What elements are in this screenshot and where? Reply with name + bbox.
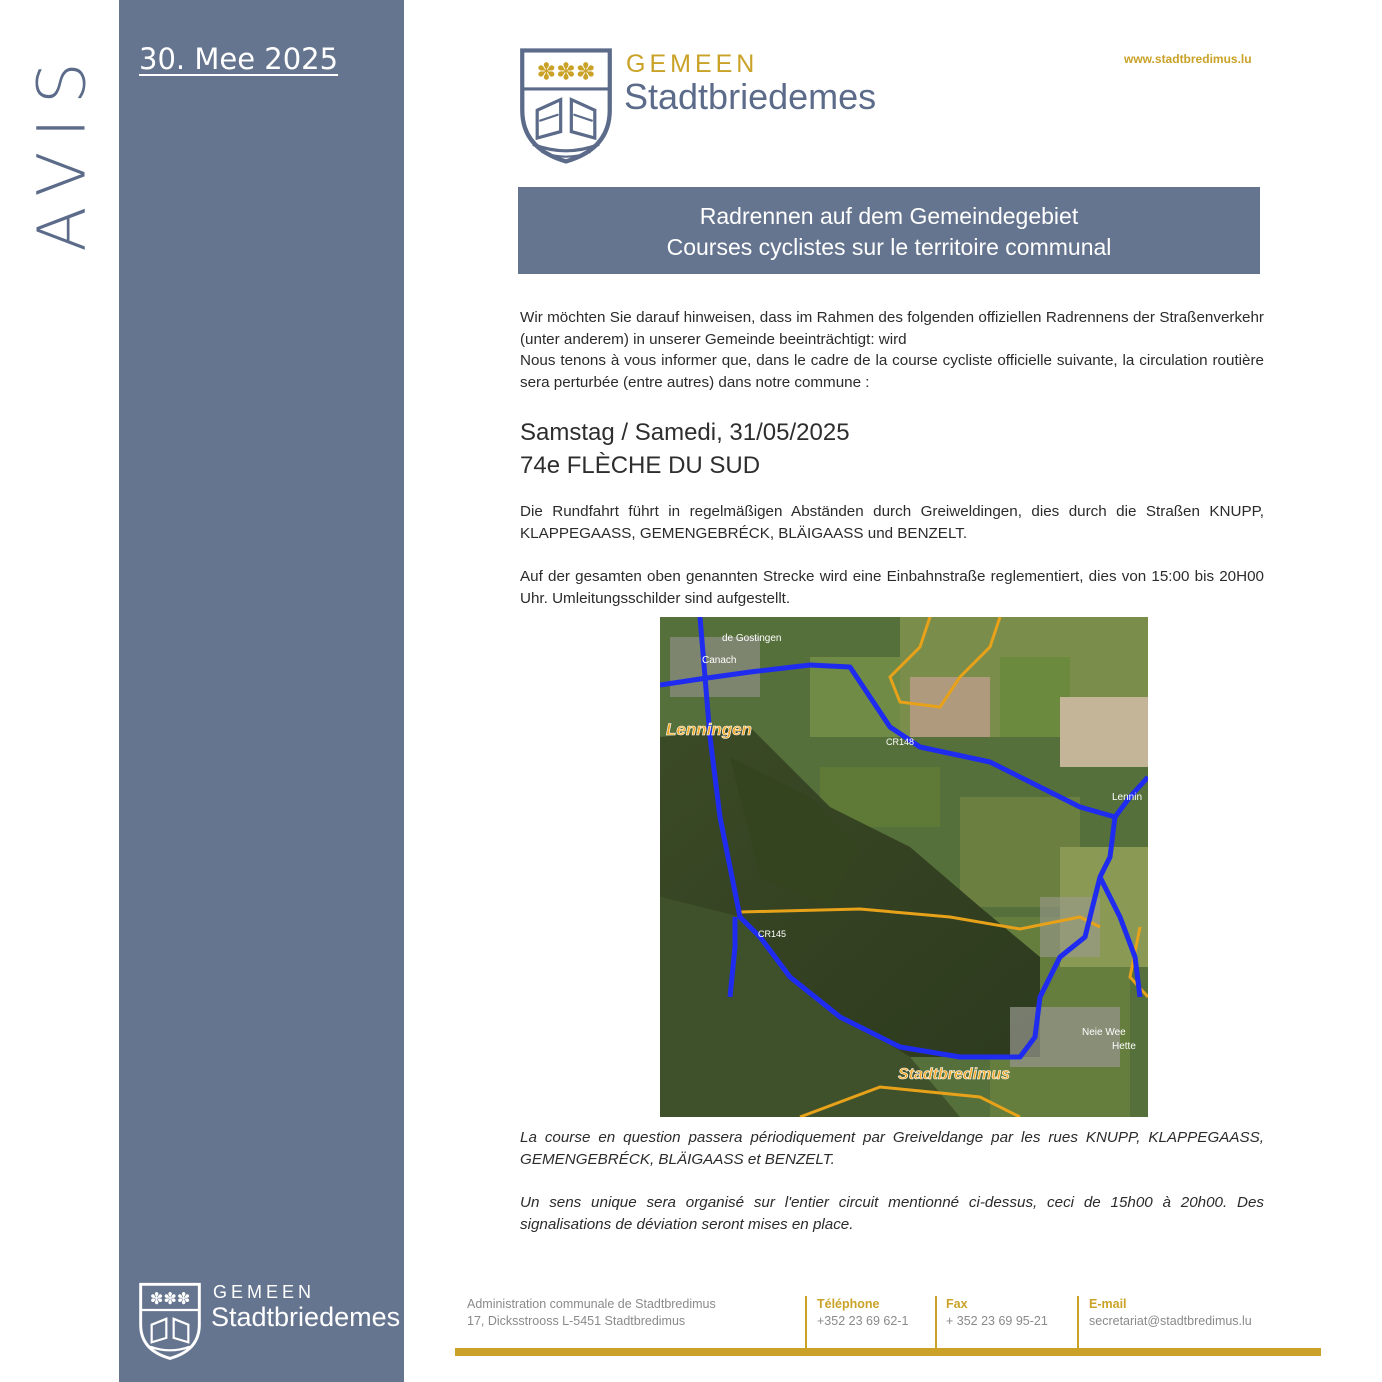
map-label-lennin: Lennin [1112,792,1143,803]
map-label-neie-wee: Neie Wee [1082,1027,1126,1038]
sidebar-logo-gemeen: GEMEEN [213,1282,316,1302]
footer-divider [805,1296,807,1354]
map-label-cr-b: CR145 [758,929,787,939]
footer-fax-label: Fax [946,1297,968,1311]
intro-de: Wir möchten Sie darauf hinweisen, dass im Rahmen des folgenden offiziellen Radrennens der Straßenverkehr (unter anderem) in unserer Gemeinde beeinträchtigt: wird [520,309,1264,348]
logo-gemeen: GEMEEN [626,50,759,78]
route-description-de: Die Rundfahrt führt in regelmäßigen Abständen durch Greiweldingen, dies durch die Straßen KNUPP, KLAPPEGAASS, GEMENGEBRÉCK, BLÄIGAASS und BENZELT. [520,503,1264,542]
coat-of-arms-icon [137,1280,203,1362]
footer-phone-label: Téléphone [817,1297,880,1311]
footer-gold-bar [455,1348,1321,1356]
sidebar-logo [137,1280,407,1362]
footer-email-label: E-mail [1089,1297,1127,1311]
event-block [520,416,850,482]
footer-email [1089,1296,1319,1354]
footer [455,1296,1321,1356]
svg-text:✽✽✽: ✽✽✽ [149,1289,191,1309]
map-label-lenningen: Lenningen [666,720,752,739]
footer-address [467,1296,807,1354]
oneway-description-fr: Un sens unique sera organisé sur l'entier circuit mentionné ci-dessus, ceci de 15h00 à 20h00. Des signalisations de déviation seront mises en place. [520,1194,1264,1233]
svg-text:✽✽✽: ✽✽✽ [536,57,596,86]
intro-paragraph [520,307,1264,393]
map-label-canach: Canach [702,655,737,666]
sidebar-logo-town: Stadtbriedemes [211,1302,401,1332]
footer-admin-name: Administration communale de Stadtbredimus [467,1297,716,1311]
event-date: Samstag / Samedi, 31/05/2025 [520,419,850,446]
event-name: 74e FLÈCHE DU SUD [520,452,761,479]
footer-phone [817,1296,937,1354]
footer-fax-number: + 352 23 69 95-21 [946,1314,1048,1328]
footer-divider [935,1296,937,1354]
map-label-hette: Hette [1112,1041,1136,1052]
map-label-stadtbredimus: Stadtbredimus [898,1066,1011,1083]
header-logo [518,46,918,170]
logo-town: Stadtbriedemes [624,76,877,117]
route-description-fr: La course en question passera périodiquement par Greiveldange par les rues KNUPP, KLAPPEGAASS, GEMENGEBRÉCK, BLÄIGAASS et BENZELT. [520,1129,1264,1168]
footer-admin-address: 17, Dicksstrooss L-5451 Stadtbredimus [467,1314,686,1328]
footer-phone-number[interactable]: +352 23 69 62-1 [817,1314,909,1328]
title-banner [518,187,1260,274]
footer-fax [946,1296,1086,1354]
intro-fr: Nous tenons à vous informer que, dans le cadre de la course cycliste officielle suivante, la circulation routière sera perturbée (entre autres) dans notre commune : [520,352,1264,391]
coat-of-arms-icon [518,46,614,166]
title-fr: Courses cyclistes sur le territoire communal [666,234,1112,260]
footer-divider [1077,1296,1079,1354]
route-map [660,617,1148,1117]
map-label-gostingen: de Gostingen [722,633,782,644]
website-link[interactable]: www.stadtbredimus.lu [1124,52,1252,66]
title-de: Radrennen auf dem Gemeindegebiet [699,203,1079,229]
footer-email-address[interactable]: secretariat@stadtbredimus.lu [1089,1314,1252,1328]
oneway-description-de: Auf der gesamten oben genannten Strecke wird eine Einbahnstraße reglementiert, dies von 15:00 bis 20H00 Uhr. Umleitungsschilder sind aufgestellt. [520,568,1264,607]
avis-text: AVIS [23,48,101,252]
map-label-cr-a: CR148 [886,737,915,747]
sidebar [119,0,404,1382]
notice-date: 30. Mee 2025 [139,42,339,76]
avis-label [22,40,102,260]
